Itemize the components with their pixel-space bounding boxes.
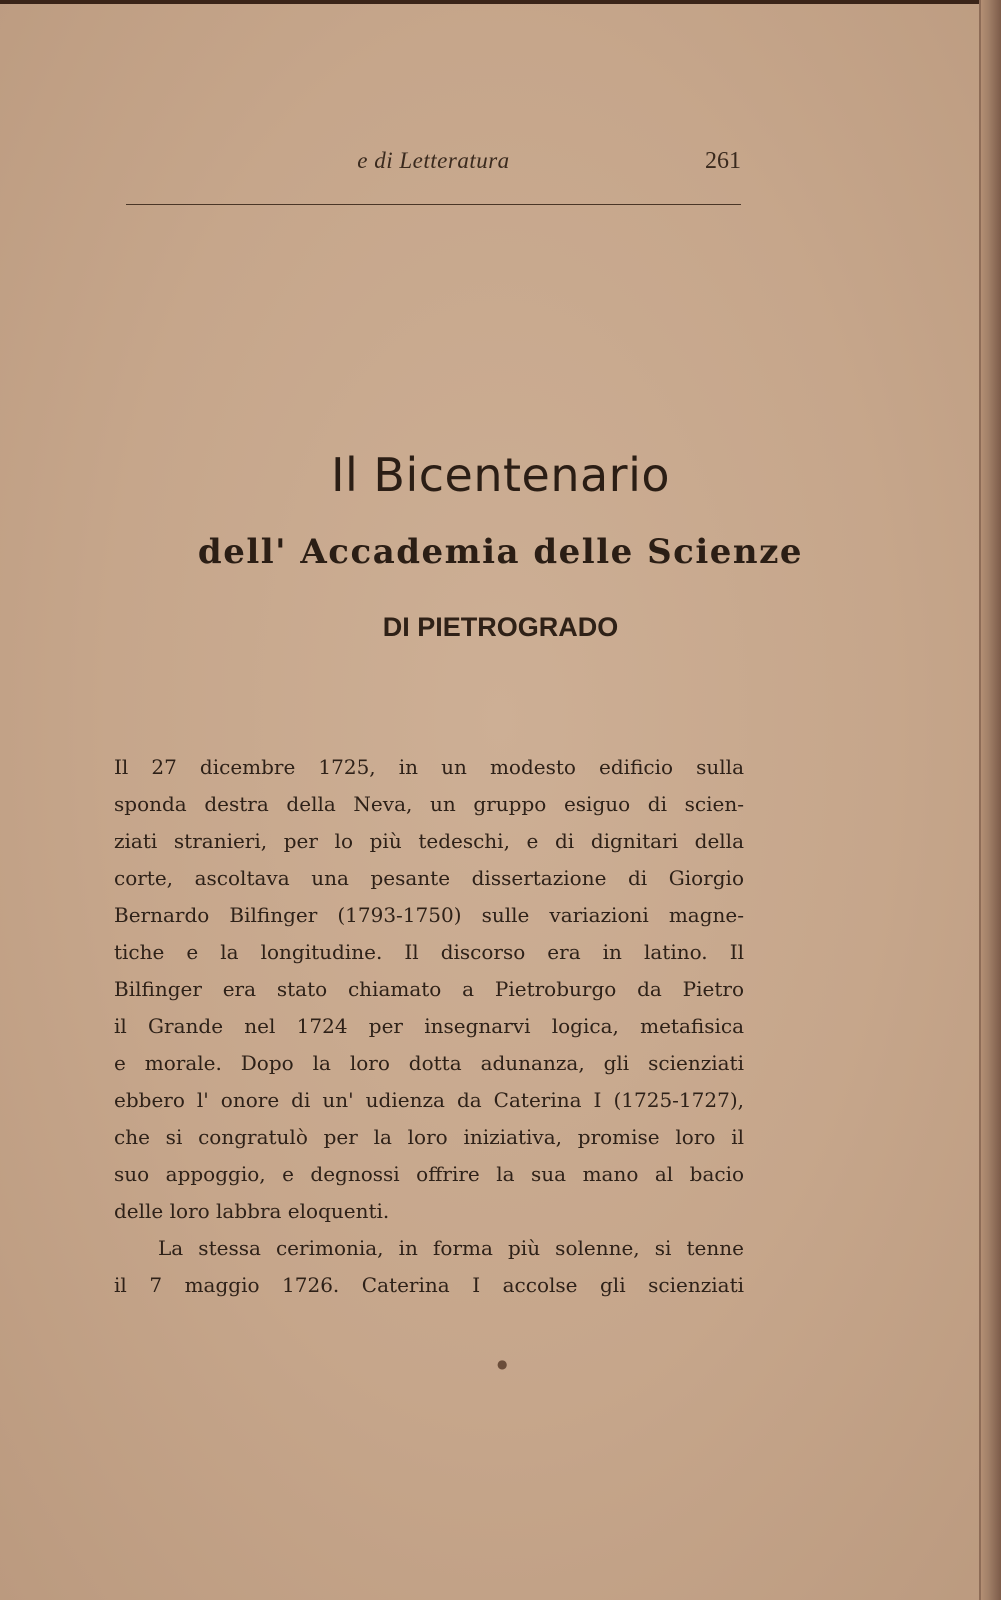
page-top-edge [0,0,1001,4]
page-edge-shadow [979,0,981,1600]
article-title: Il Bicentenario [330,448,671,502]
text-line: Bilfinger era stato chiamato a Pietroburgo da Pietro [114,977,744,1001]
text-line: suo appoggio, e degnossi offrire la sua mano al bacio [114,1162,744,1186]
text-line: Il 27 dicembre 1725, in un modesto edificio sulla [114,755,744,779]
text-line: La stessa cerimonia, in forma più solenne, si tenne [158,1236,744,1260]
text-line: il Grande nel 1724 per insegnarvi logica, metafisica [114,1014,744,1038]
text-line: ziati stranieri, per lo più tedeschi, e di dignitari della [114,829,744,853]
running-head [126,148,741,182]
page-number: 261 [705,148,741,174]
text-line: e morale. Dopo la loro dotta adunanza, gli scienziati [114,1051,744,1075]
page-right-edge [979,0,1001,1600]
text-line: sponda destra della Neva, un gruppo esiguo di scien- [114,792,744,816]
header-rule [126,204,741,205]
ink-smudge: ● [497,1357,508,1371]
text-line: il 7 maggio 1726. Caterina I accolse gli scienziati [114,1273,744,1297]
text-line: tiche e la longitudine. Il discorso era in latino. Il [114,940,744,964]
running-head-title: e di Letteratura [357,148,510,173]
text-line: che si congratulò per la loro iniziativa, promise loro il [114,1125,744,1149]
text-line: delle loro labbra eloquenti. [114,1199,390,1223]
text-line: corte, ascoltava una pesante dissertazione di Giorgio [114,866,744,890]
article-place: DI PIETROGRADO [382,612,619,642]
text-line: Bernardo Bilfinger (1793-1750) sulle variazioni magne- [114,903,744,927]
text-line: ebbero l' onore di un' udienza da Caterina I (1725-1727), [114,1088,744,1112]
article-subtitle: dell' Accademia delle Scienze [197,532,804,572]
